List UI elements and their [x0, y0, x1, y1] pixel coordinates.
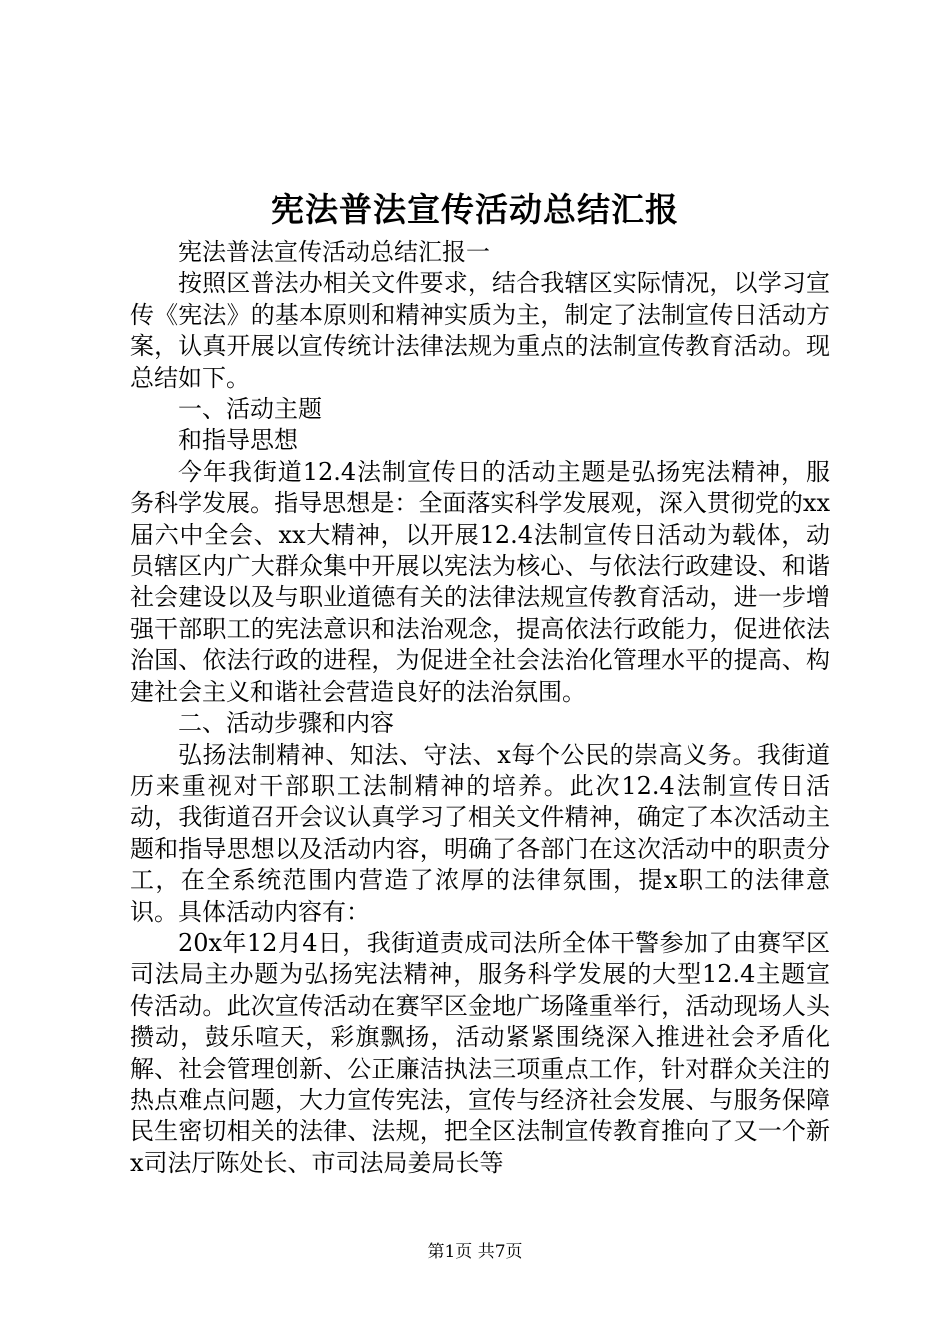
paragraph: 20x年12月4日，我街道责成司法所全体干警参加了由赛罕区司法局主办题为弘扬宪法精神，服务科学发展的大型12.4主题宣传活动。此次宣传活动在赛罕区金地广场隆重举行，活动现场人头攒动，鼓乐喧天，彩旗飘扬，活动紧紧围绕深入推进社会矛盾化解、社会管理创新、公正廉洁执法三项重点工作，针对群众关注的热点难点问题，大力宣传宪法，宣传与经济社会发展、与服务保障民生密切相关的法律、法规，把全区法制宣传教育推向了又一个新x司法厅陈处长、市司法局姜局长等: [130, 928, 830, 1177]
paragraph: 按照区普法办相关文件要求，结合我辖区实际情况，以学习宣传《宪法》的基本原则和精神实质为主，制定了法制宣传日活动方案，认真开展以宣传统计法律法规为重点的法制宣传教育活动。现总结如下。: [130, 269, 830, 392]
section-heading: 一、活动主题: [178, 395, 322, 424]
paragraph: 宪法普法宣传活动总结汇报一: [178, 238, 490, 266]
paragraph: 弘扬法制精神、知法、守法、x每个公民的崇高义务。我街道历来重视对干部职工法制精神的培养。此次12.4法制宣传日活动，我街道召开会议认真学习了相关文件精神，确定了本次活动主题和指导思想以及活动内容，明确了各部门在这次活动中的职责分工，在全系统范围内营造了浓厚的法律氛围，提x职工的法律意识。具体活动内容有：: [130, 740, 830, 926]
document-body: [130, 237, 830, 1179]
paragraph: 今年我街道12.4法制宣传日的活动主题是弘扬宪法精神，服务科学发展。指导思想是：全面落实科学发展观，深入贯彻党的xx届六中全会、xx大精神，以开展12.4法制宣传日活动为载体，动员辖区内广大群众集中开展以宪法为核心、与依法行政建设、和谐社会建设以及与职业道德有关的法律法规宣传教育活动，进一步增强干部职工的宪法意识和法治观念，提高依法行政能力，促进依法治国、依法行政的进程，为促进全社会法治化管理水平的提高、构建社会主义和谐社会营造良好的法治氛围。: [130, 457, 830, 706]
section-heading: 二、活动步骤和内容: [178, 709, 394, 738]
document-title: 宪法普法宣传活动总结汇报: [271, 190, 679, 229]
section-heading: 和指导思想: [178, 426, 298, 455]
page-number: 第1页 共7页: [427, 1242, 523, 1262]
